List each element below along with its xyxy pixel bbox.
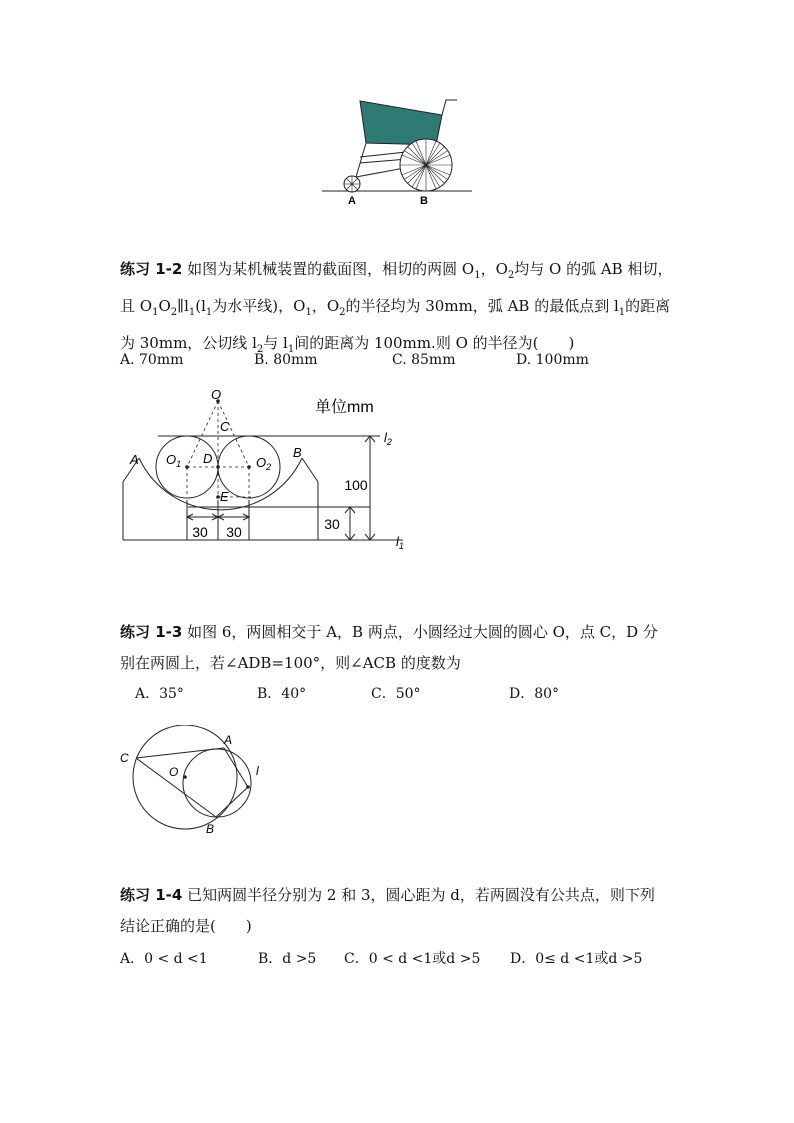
- q12-line-3: 为 30mm，公切线 $l_2$与 $l_1$间的距离为 100mm.则 O 的半径为( ): [120, 334, 575, 355]
- svg-text:A: A: [224, 733, 233, 747]
- q12-option-d[interactable]: D. 100mm: [516, 352, 589, 368]
- svg-text:l1: $l_1$: [396, 534, 404, 551]
- q14-option-d[interactable]: D．0≤ d <1或d >5: [510, 951, 643, 967]
- q12-option-a[interactable]: A. 70mm: [120, 352, 184, 368]
- svg-text:C: C: [120, 751, 129, 765]
- label-b: B: [420, 195, 428, 207]
- svg-text:O: O: [211, 387, 222, 402]
- q14-option-c[interactable]: C．0 < d <1或d >5: [344, 951, 481, 967]
- svg-text:30: 30: [226, 524, 242, 540]
- svg-text:l2: $l_2$: [384, 430, 392, 447]
- q12-option-c[interactable]: C. 85mm: [392, 352, 456, 368]
- unit-label: 单位mm: [315, 399, 374, 416]
- svg-text:O2: $O_2$: [256, 455, 272, 472]
- q12-option-b[interactable]: B. 80mm: [254, 352, 318, 368]
- question-1-2: [120, 254, 680, 365]
- svg-text:O: O: [169, 765, 179, 779]
- label-a: A: [348, 195, 356, 207]
- q12-options: [120, 352, 680, 376]
- question-1-4: [120, 880, 680, 942]
- q13-option-a[interactable]: A．35°: [135, 686, 184, 702]
- q14-options: [120, 948, 680, 972]
- question-1-3: [120, 617, 680, 679]
- svg-text:l: l: [256, 764, 259, 778]
- figure-circles: [116, 725, 276, 840]
- svg-text:B: B: [293, 445, 302, 460]
- small-wheel: [344, 176, 360, 192]
- svg-text:E: E: [220, 489, 229, 504]
- q12-line-1: 练习 1-2 如图为某机械装置的截面图，相切的两圆 $O_1$，$O_2$均与 O 的弧 AB 相切，: [120, 260, 673, 281]
- svg-text:C: C: [220, 419, 230, 434]
- figure-mechanism: [118, 385, 418, 555]
- large-wheel: [400, 139, 452, 191]
- figure-wheelchair: [320, 95, 480, 210]
- q13-line-2: 别在两圆上，若∠ADB=100°，则∠ACB 的度数为: [120, 654, 461, 672]
- svg-text:O1: $O_1$: [166, 452, 182, 469]
- q13-option-b[interactable]: B．40°: [257, 686, 307, 702]
- q13-line-1: 练习 1-3 如图 6，两圆相交于 A，B 两点，小圆经过大圆的圆心 O，点 C，D 分: [120, 623, 658, 641]
- q14-option-b[interactable]: B．d >5: [258, 951, 317, 967]
- q14-line-1: 练习 1-4 已知两圆半径分别为 2 和 3，圆心距为 d，若两圆没有公共点，则下列: [120, 886, 655, 904]
- svg-text:B: B: [206, 822, 215, 836]
- q13-number: 练习 1-3: [120, 623, 183, 641]
- q13-option-c[interactable]: C．50°: [371, 686, 421, 702]
- svg-text:30: 30: [324, 516, 340, 532]
- svg-text:D: D: [203, 451, 213, 466]
- q14-option-a[interactable]: A．0 < d <1: [120, 951, 208, 967]
- q12-line-2: 且 $O_1O_2\parallel l_1(l_1$为水平线)，$O_1$，$O_2$的半径均为 30mm，弧 AB 的最低点到 $l_1$的距离: [120, 297, 671, 318]
- q13-option-d[interactable]: D．80°: [509, 686, 560, 702]
- svg-text:100: 100: [344, 477, 368, 493]
- svg-text:A: A: [130, 452, 139, 467]
- q14-number: 练习 1-4: [120, 886, 183, 904]
- svg-text:30: 30: [192, 524, 208, 540]
- q12-number: 练习 1-2: [120, 260, 183, 278]
- q13-options: [135, 683, 695, 707]
- q14-line-2: 结论正确的是( ): [120, 917, 252, 935]
